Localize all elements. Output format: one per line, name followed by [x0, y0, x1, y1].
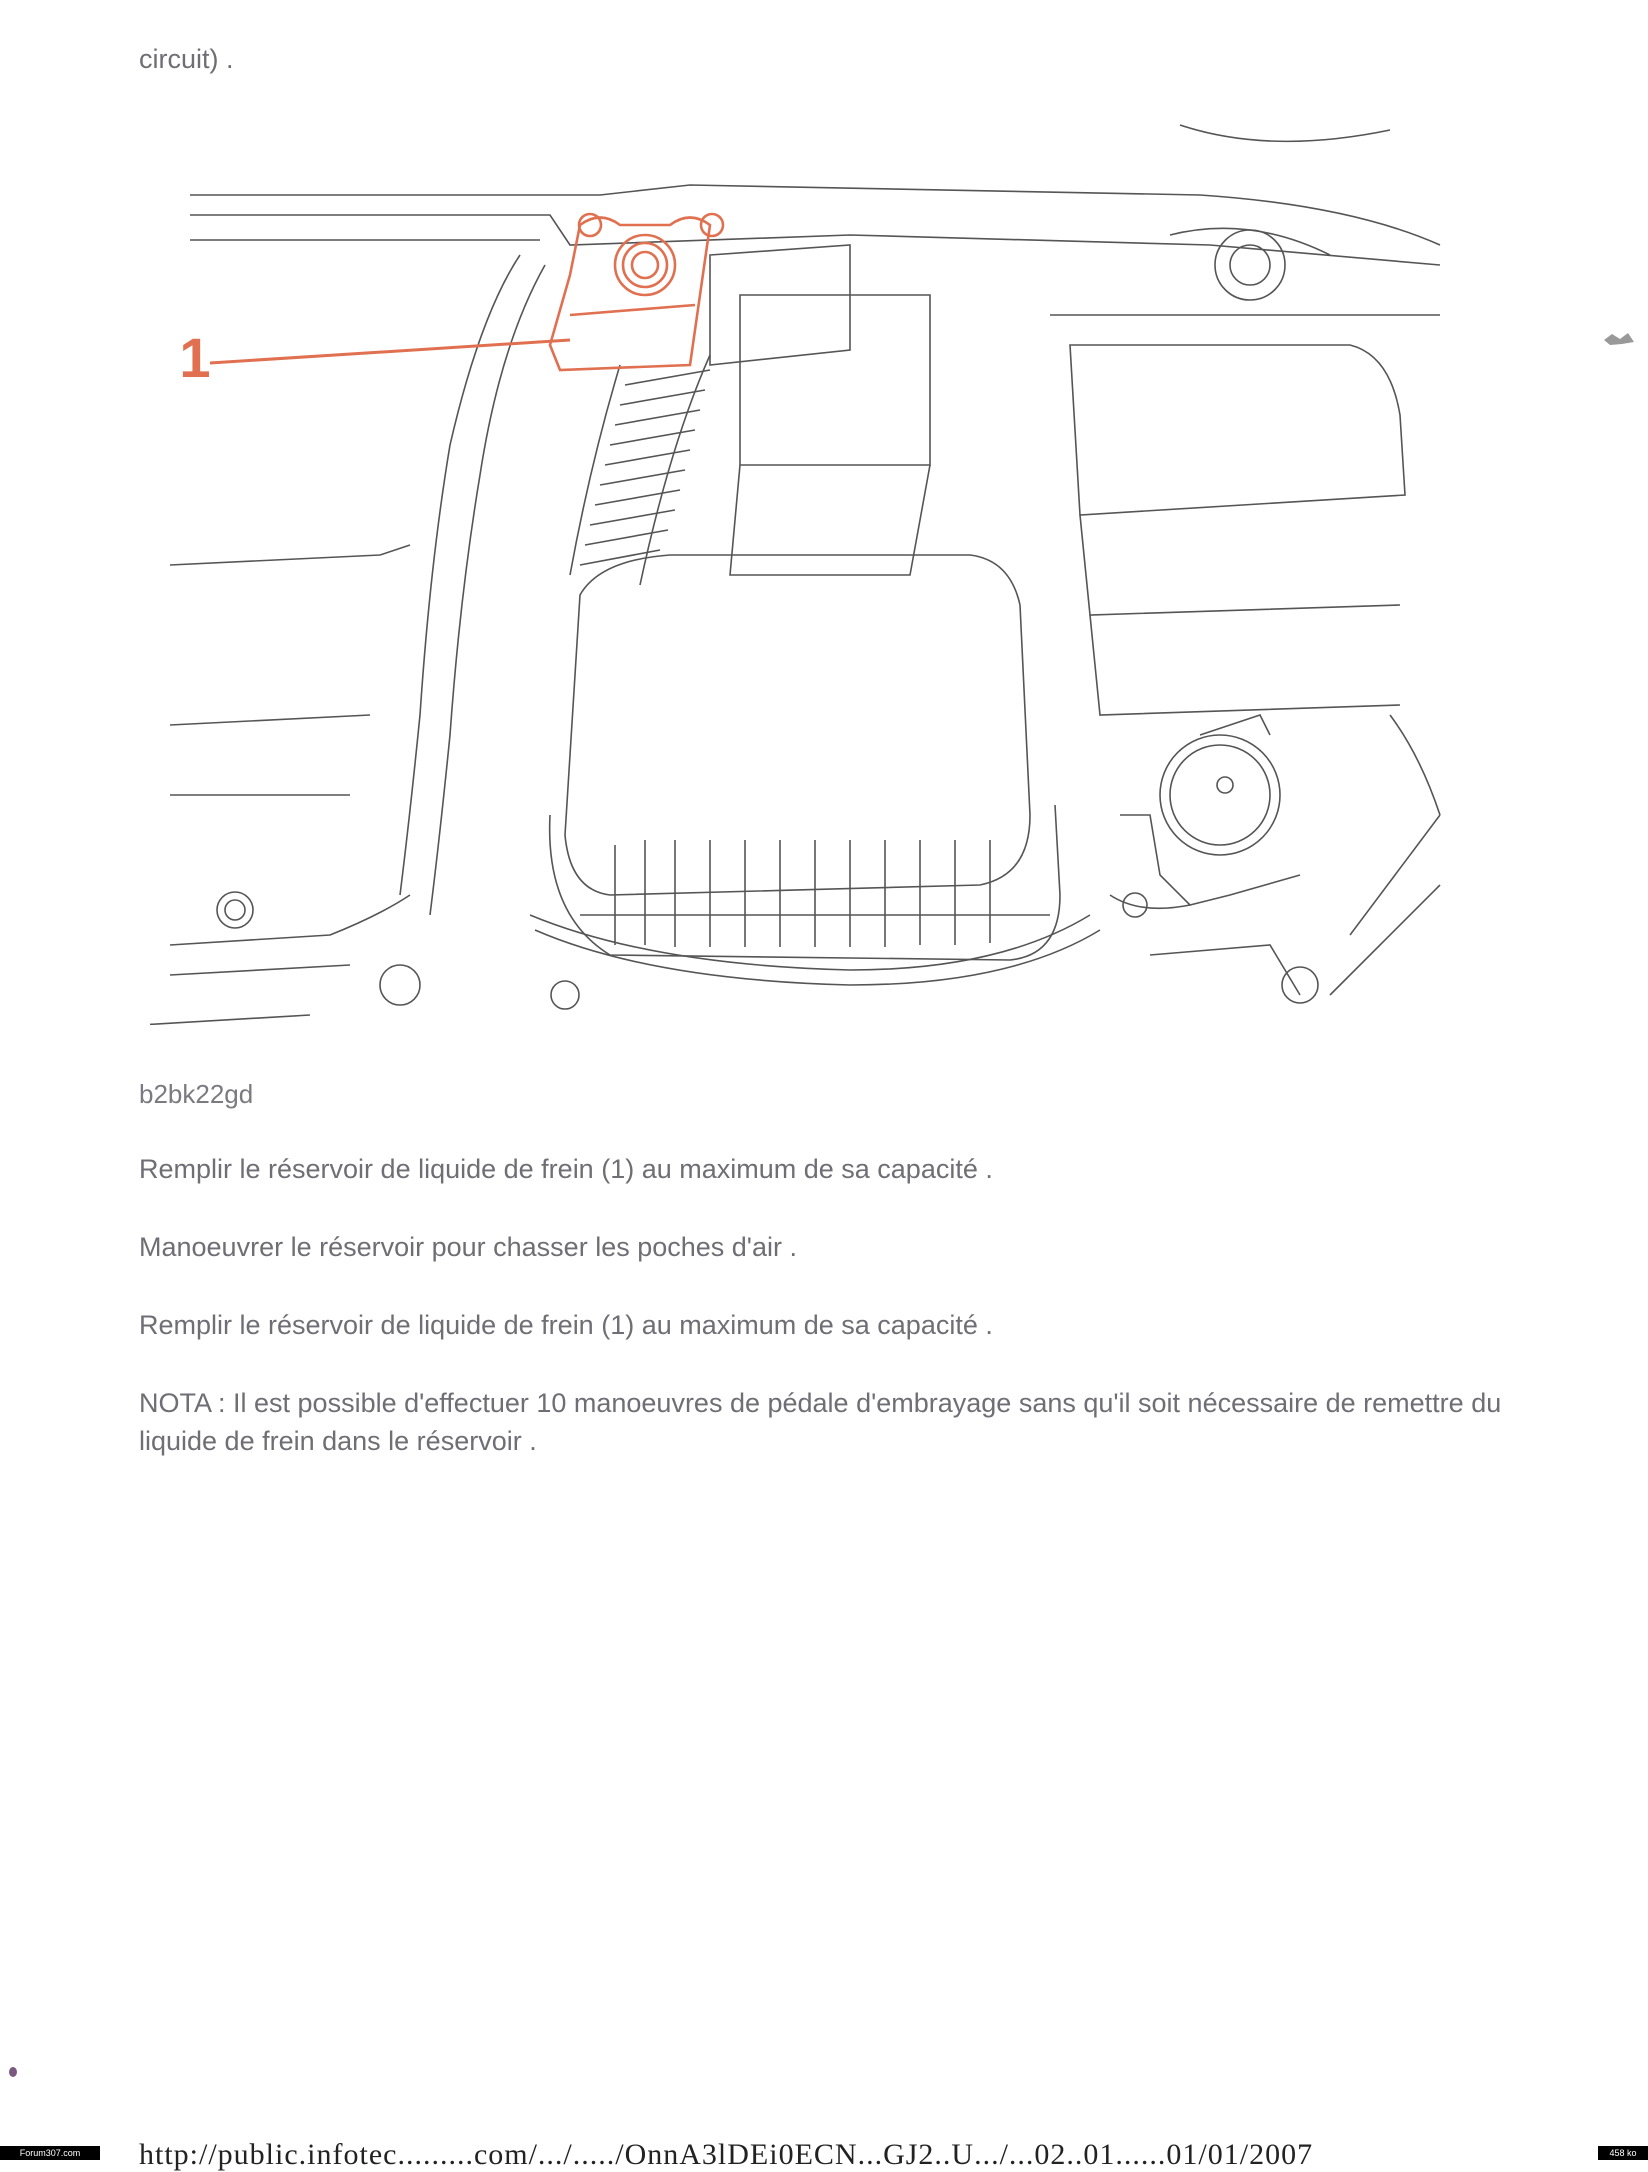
step-3: Remplir le réservoir de liquide de frein (1) au maximum de sa capacité .	[139, 1310, 993, 1340]
callout-number: 1	[179, 326, 211, 389]
top-fragment: circuit) .	[139, 44, 234, 74]
callout-leader-line	[210, 340, 570, 363]
brake-fluid-reservoir	[550, 214, 723, 370]
engine-bay-diagram	[150, 115, 1450, 1025]
footer-url: http://public.infotec.........com/.../...../OnnA3lDEi0ECN...GJ2..U.../...02..01......01/01/2007	[139, 2138, 1314, 2171]
figure-caption: b2bk22gd	[139, 1079, 254, 1109]
step-1: Remplir le réservoir de liquide de frein (1) au maximum de sa capacité .	[139, 1154, 993, 1184]
footer-badge-right: 458 ko	[1598, 2146, 1648, 2160]
step-2: Manoeuvrer le réservoir pour chasser les poches d'air .	[139, 1232, 797, 1262]
line-art	[150, 125, 1440, 1025]
ink-speck	[8, 2066, 18, 2080]
note-paragraph: NOTA : Il est possible d'effectuer 10 manoeuvres de pédale d'embrayage sans qu'il soit nécessaire de remettre du liquide de frein dans le réservoir .	[139, 1388, 1502, 1456]
scan-artifact	[1602, 330, 1636, 348]
footer-badge-left: Forum307.com	[0, 2146, 100, 2160]
